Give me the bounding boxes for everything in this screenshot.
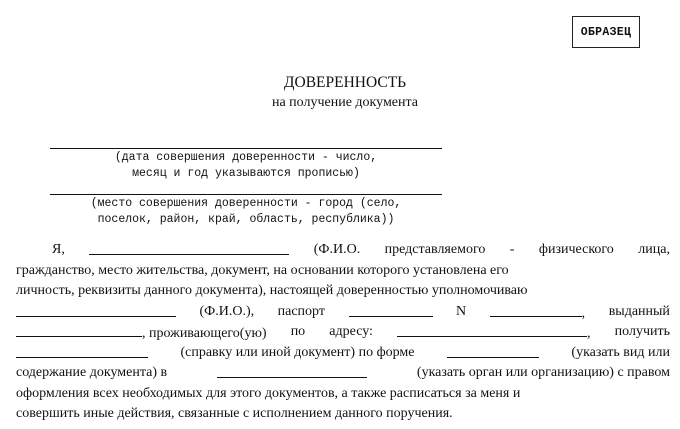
text-i: Я,	[52, 242, 65, 257]
text-address: адресу:	[329, 324, 373, 339]
passport-number-blank	[490, 302, 582, 317]
date-hint-line-1: (дата совершения доверенности - число,	[114, 151, 378, 164]
text-fio: (Ф.И.О.),	[199, 303, 255, 319]
text-fio-open: (Ф.И.О.	[313, 242, 361, 257]
place-blank-line	[50, 194, 442, 195]
address-blank	[397, 322, 587, 337]
document-subtitle: на получение документа	[271, 95, 419, 110]
text-issued: выданный	[608, 303, 670, 319]
text-person: лица,	[638, 242, 670, 257]
sample-stamp: ОБРАЗЕЦ	[572, 16, 640, 48]
text-passport: паспорт	[277, 303, 325, 319]
date-hint	[50, 150, 442, 182]
attorney-name-blank	[16, 302, 176, 317]
body-line-9: совершить иные действия, связанные с исполнением данного поручения.	[16, 406, 453, 421]
text-receive: получить	[614, 324, 670, 339]
body-line-2: гражданство, место жительства, документ, на основании которого установлена его	[16, 262, 509, 278]
text-residing: , проживающего(ую)	[142, 326, 267, 341]
text-represented: представляемого	[384, 242, 486, 257]
issued-by-blank	[16, 322, 142, 337]
document-title: ДОВЕРЕННОСТЬ	[283, 74, 407, 91]
passport-series-blank	[349, 302, 433, 317]
text-comma-1: ,	[581, 305, 586, 321]
text-doc-content: содержание документа) в	[16, 365, 168, 380]
document-blank	[16, 343, 148, 358]
organization-blank	[217, 363, 367, 378]
body-line-3: личность, реквизиты данного документа), настоящей доверенностью уполномочиваю	[16, 283, 528, 298]
date-hint-line-2: месяц и год указываются прописью)	[132, 167, 360, 180]
text-specify-org: (указать орган или организацию) с правом	[416, 365, 670, 380]
place-hint-line-2: поселок, район, край, область, республика))	[97, 213, 395, 226]
body-line-5	[16, 322, 670, 343]
date-blank-line	[50, 148, 442, 149]
body-line-4	[16, 302, 670, 323]
body-line-8: оформления всех необходимых для этого документов, а также расписаться за меня и	[16, 385, 521, 401]
text-dash: -	[509, 242, 515, 257]
body-line-1	[16, 240, 670, 261]
form-blank	[447, 343, 539, 358]
body-paragraph	[16, 240, 670, 425]
place-hint-line-1: (место совершения доверенности - город (село,	[90, 197, 402, 210]
place-hint	[50, 196, 442, 228]
text-physical: физического	[538, 242, 614, 257]
body-line-7	[16, 363, 670, 384]
text-at: по	[290, 324, 306, 339]
body-line-6	[16, 343, 670, 364]
text-by-form: (справку или иной документ) по форме	[180, 344, 415, 360]
text-number-sign: N	[456, 303, 467, 319]
text-comma-2: ,	[587, 326, 591, 341]
text-specify-type: (указать вид или	[571, 344, 670, 360]
fio-blank	[89, 240, 289, 255]
